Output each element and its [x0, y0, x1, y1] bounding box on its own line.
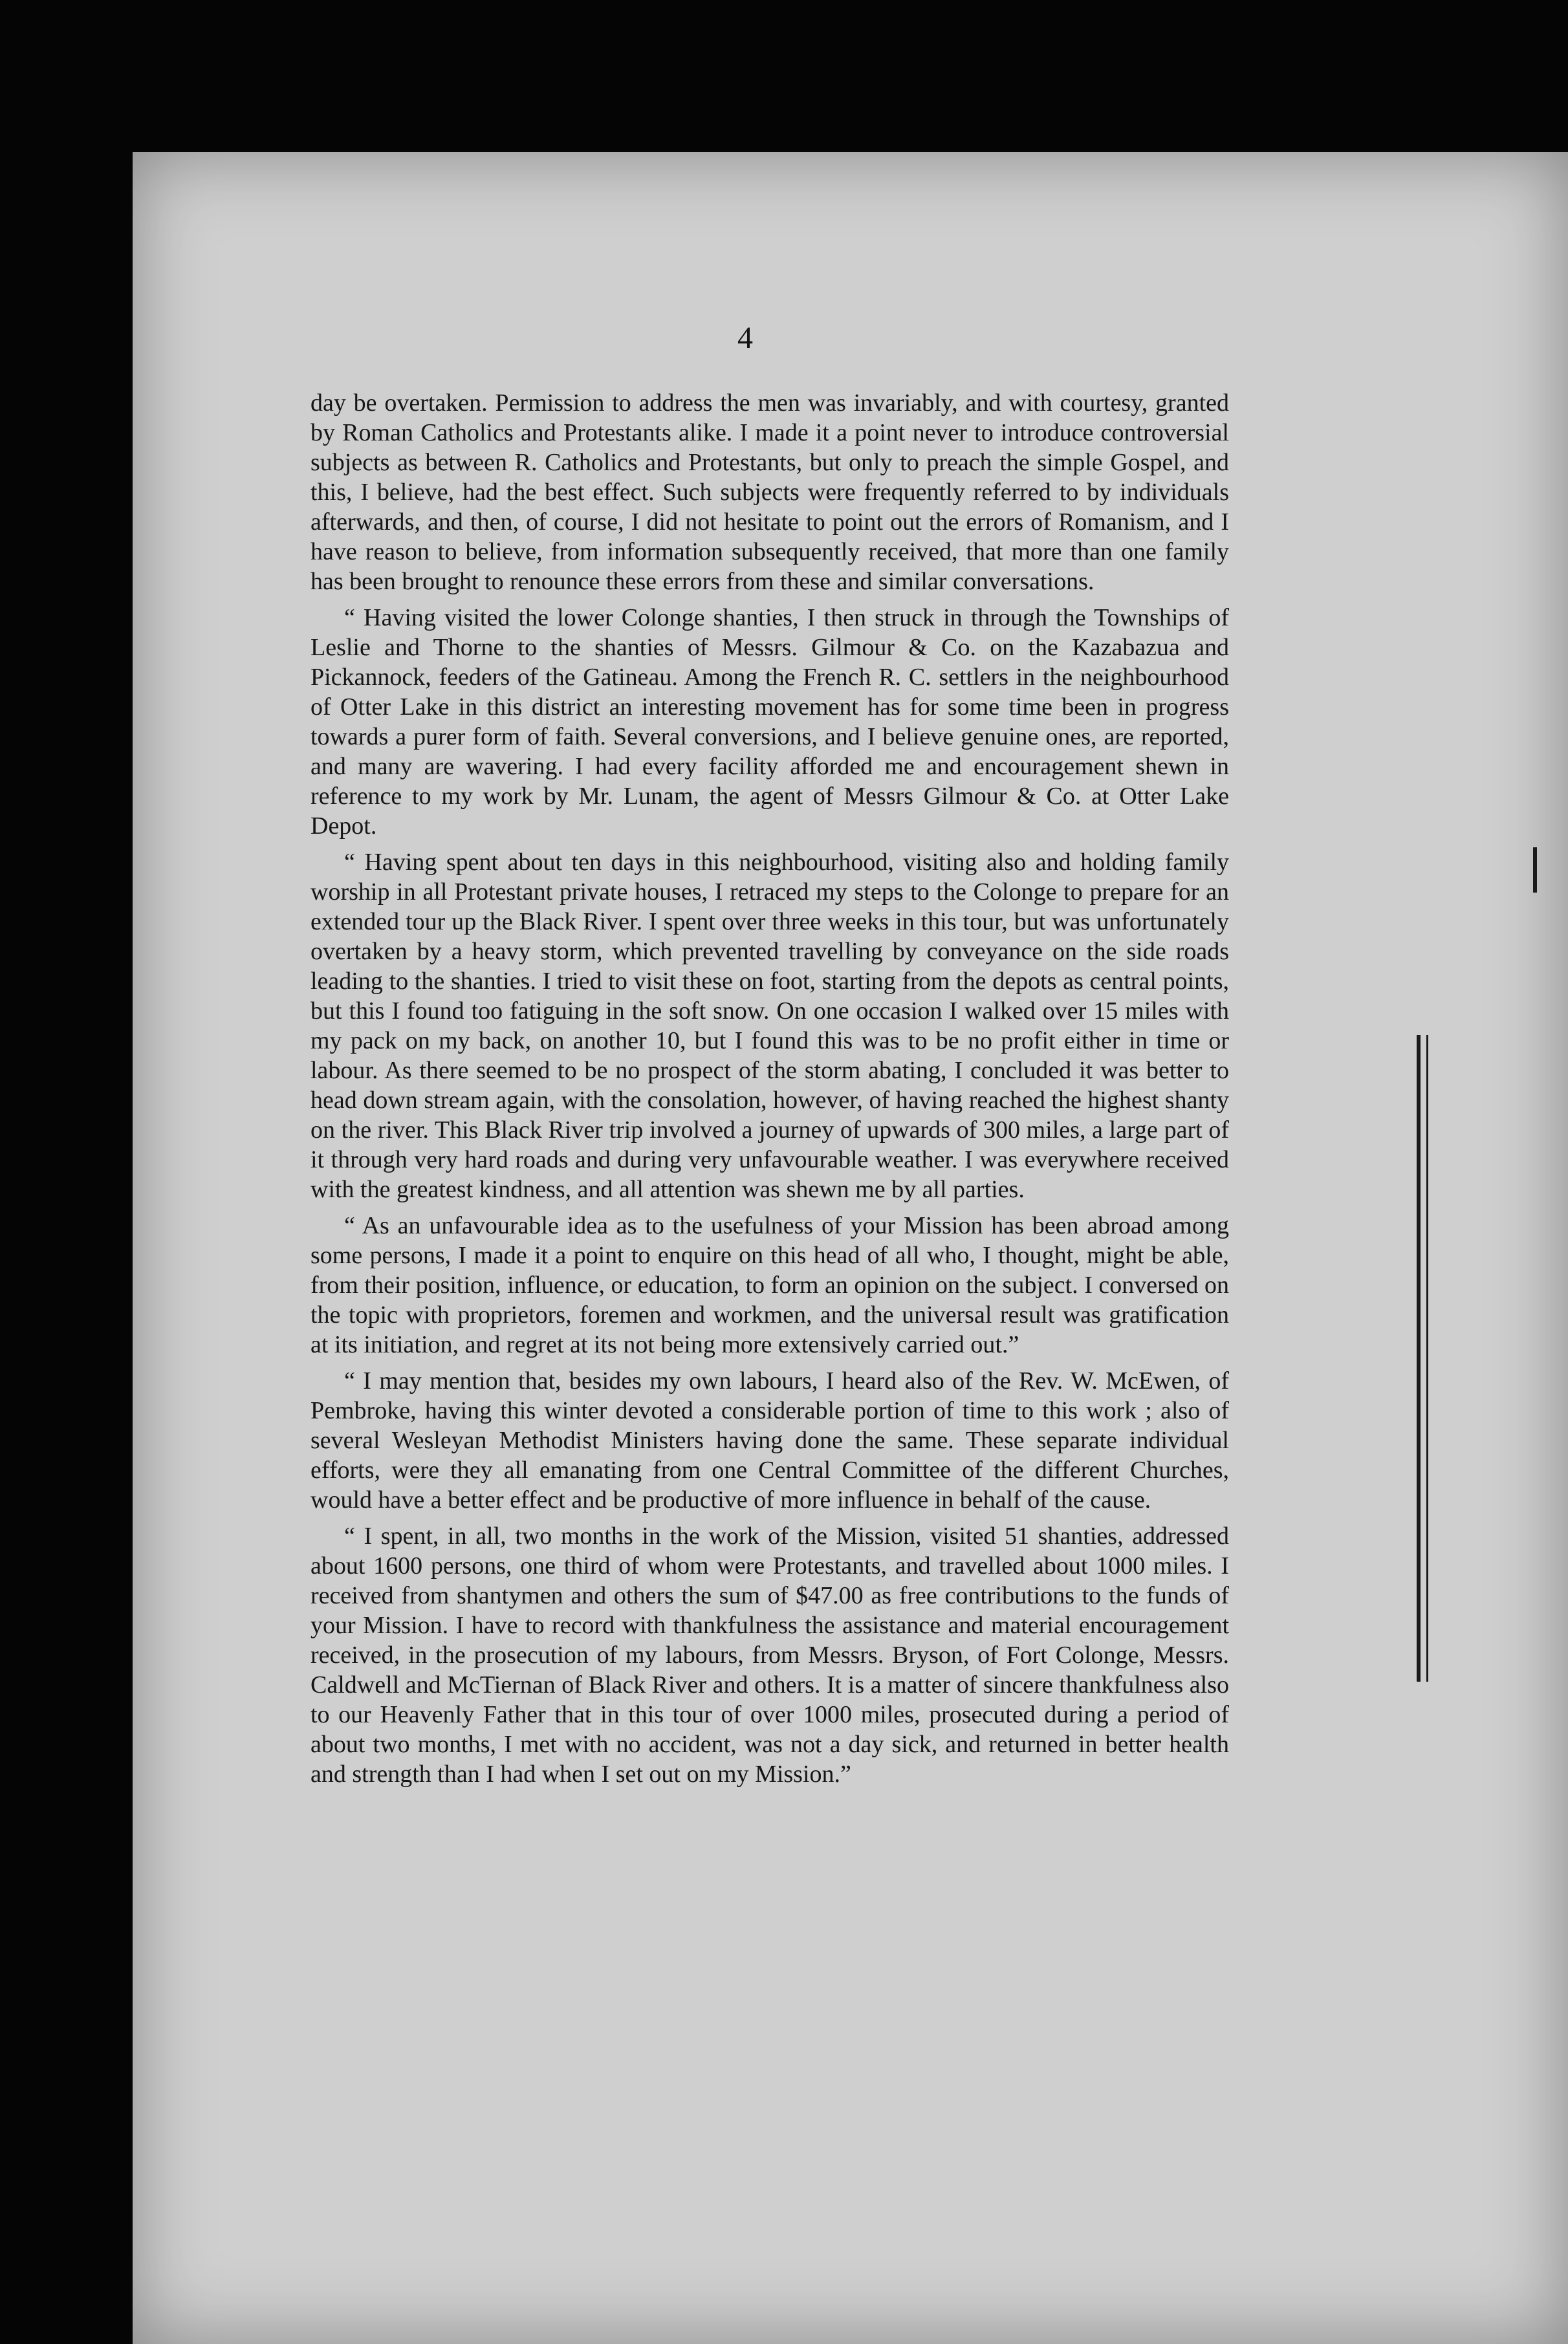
body-text — [310, 388, 1229, 1796]
paragraph-6: “ I spent, in all, two months in the work of the Mission, visited 51 shanties, addressed about 1600 persons, one third of whom were Protestants, and travelled about 1000 miles. I received from shantymen and others the sum of $47.00 as free contributions to the funds of your Mission. I have to record with thankfulness the assistance and material encouragement received, in the prosecution of my labours, from Messrs. Bryson, of Fort Colonge, Messrs. Caldwell and McTiernan of Black River and others. It is a matter of sincere thankfulness also to our Heavenly Father that in this tour of over 1000 miles, prosecuted during a period of about two months, I met with no accident, was not a day sick, and returned in better health and strength than I had when I set out on my Mission.” — [310, 1523, 1229, 1788]
paragraph-2: “ Having visited the lower Colonge shanties, I then struck in through the Townships of Leslie and Thorne to the shanties of Messrs. Gilmour & Co. on the Kazabazua and Pickannock, feeders of the Gatineau. Among the French R. C. settlers in the neighbourhood of Otter Lake in this district an interesting movement has for some time been in progress towards a purer form of faith. Several conversions, and I believe genuine ones, are reported, and many are wavering. I had every facility afforded me and encouragement shewn in reference to my work by Mr. Lunam, the agent of Messrs Gilmour & Co. at Otter Lake Depot. — [310, 604, 1229, 840]
margin-tick-right — [1533, 847, 1537, 893]
margin-line-right — [1417, 1035, 1421, 1682]
margin-line-right-inner — [1426, 1035, 1428, 1682]
paragraph-1: day be overtaken. Permission to address the men was invariably, and with courtesy, granted by Roman Catholics and Protestants alike. I made it a point never to introduce controversial subjects as between R. Catholics and Protestants, but only to preach the simple Gospel, and this, I believe, had the best effect. Such subjects were frequently referred to by individuals afterwards, and then, of course, I did not hesitate to point out the errors of Romanism, and I have reason to believe, from information subsequently received, that more than one family has been brought to renounce these errors from these and similar conversations. — [310, 389, 1229, 595]
paragraph-5: “ I may mention that, besides my own labours, I heard also of the Rev. W. McEwen, of Pembroke, having this winter devoted a considerable portion of time to this work ; also of several Wesleyan Methodist Ministers having done the same. These separate individual efforts, were they all emanating from one Central Committee of the different Churches, would have a better effect and be productive of more influence in behalf of the cause. — [310, 1367, 1229, 1514]
page-number: 4 — [737, 321, 753, 355]
paragraph-4: “ As an unfavourable idea as to the usefulness of your Mission has been abroad among some persons, I made it a point to enquire on this head of all who, I thought, might be able, from their position, influence, or education, to form an opinion on the subject. I conversed on the topic with proprietors, foremen and workmen, and the universal result was gratification at its initiation, and regret at its not being more extensively carried out.” — [310, 1212, 1229, 1358]
paragraph-3: “ Having spent about ten days in this neighbourhood, visiting also and holding family worship in all Protestant private houses, I retraced my steps to the Colonge to prepare for an extended tour up the Black River. I spent over three weeks in this tour, but was unfortunately overtaken by a heavy storm, which prevented travelling by conveyance on the side roads leading to the shanties. I tried to visit these on foot, starting from the depots as central points, but this I found too fatiguing in the soft snow. On one occasion I walked over 15 miles with my pack on my back, on another 10, but I found this was to be no profit either in time or labour. As there seemed to be no prospect of the storm abating, I concluded it was better to head down stream again, with the consolation, however, of having reached the highest shanty on the river. This Black River trip involved a journey of upwards of 300 miles, a large part of it through very hard roads and during very unfavourable weather. I was everywhere received with the greatest kindness, and all attention was shewn me by all parties. — [310, 849, 1229, 1203]
